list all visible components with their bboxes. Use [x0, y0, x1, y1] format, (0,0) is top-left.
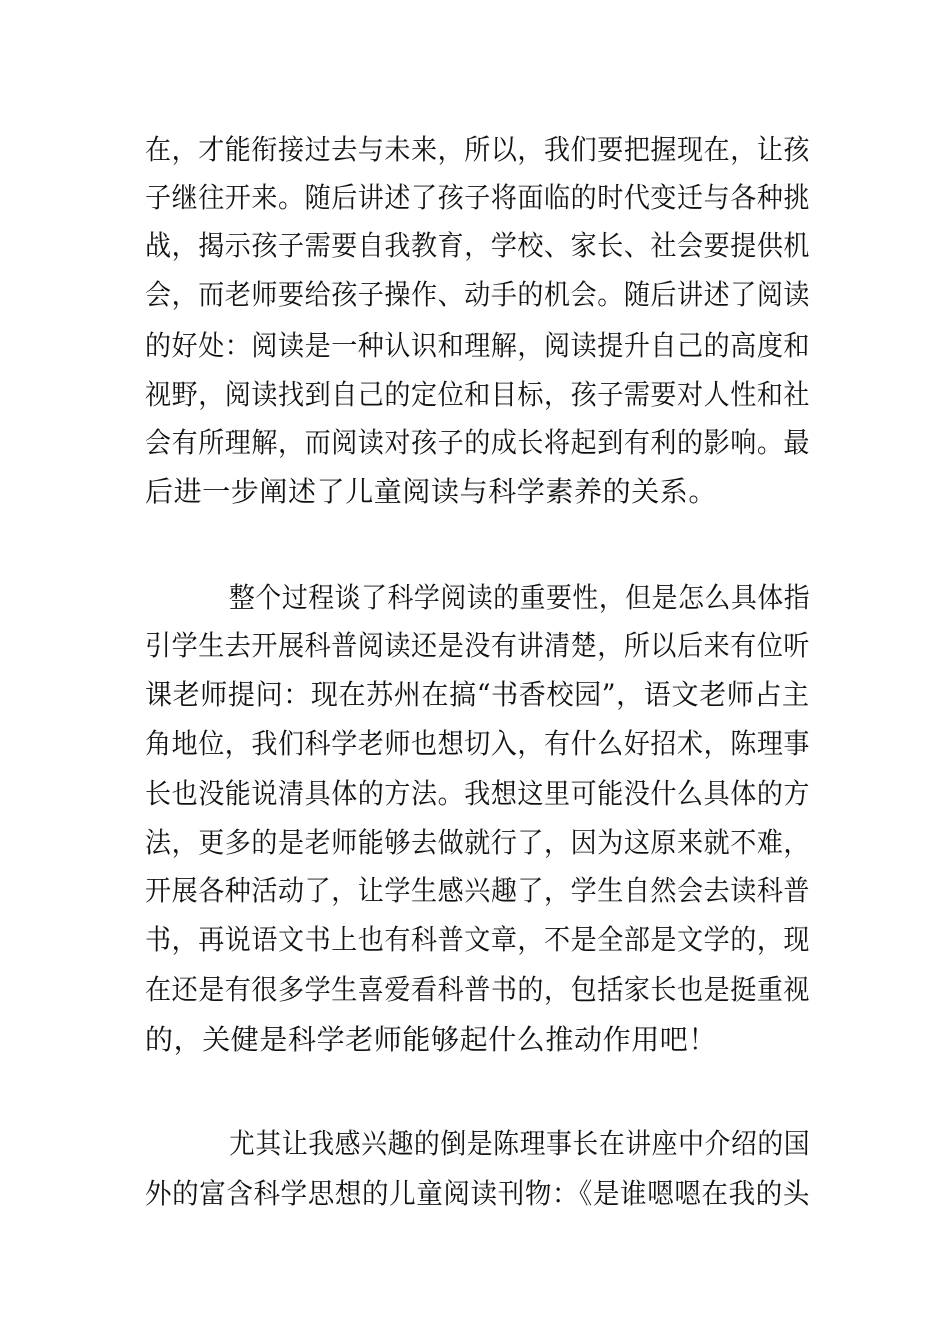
- text-line: 外的富含科学思想的儿童阅读刊物：《是谁嗯嗯在我的头: [145, 1177, 810, 1210]
- text-line: 战，揭示孩子需要自我教育，学校、家长、社会要提供机: [145, 229, 811, 262]
- text-line: 子继往开来。随后讲述了孩子将面临的时代变迁与各种挑: [145, 181, 811, 214]
- text-line: 的好处：阅读是一种认识和理解，阅读提升自己的高度和: [145, 329, 811, 362]
- text-line: 引学生去开展科普阅读还是没有讲清楚，所以后来有位听: [145, 629, 811, 662]
- text-line: 法，更多的是老师能够去做就行了，因为这原来就不难，: [145, 826, 811, 859]
- text-line: 会有所理解，而阅读对孩子的成长将起到有利的影响。最: [145, 426, 811, 459]
- text-line: 在还是有很多学生喜爱看科普书的，包括家长也是挺重视: [145, 973, 811, 1006]
- text-line: 尤其让我感兴趣的倒是陈理事长在讲座中介绍的国: [229, 1127, 811, 1160]
- text-line: 书，再说语文书上也有科普文章，不是全部是文学的，现: [145, 923, 811, 956]
- text-line: 角地位，我们科学老师也想切入，有什么好招术，陈理事: [145, 727, 811, 760]
- text-line: 课老师提问：现在苏州在搞“书香校园”，语文老师占主: [145, 678, 810, 711]
- text-line: 整个过程谈了科学阅读的重要性，但是怎么具体指: [229, 581, 811, 614]
- text-line: 后进一步阐述了儿童阅读与科学素养的关系。: [145, 475, 718, 508]
- text-line: 开展各种活动了，让学生感兴趣了，学生自然会去读科普: [145, 874, 811, 907]
- text-line: 长也没能说清具体的方法。我想这里可能没什么具体的方: [145, 777, 811, 810]
- text-line: 的，关健是科学老师能够起什么推动作用吧！: [145, 1023, 718, 1056]
- text-line: 视野，阅读找到自己的定位和目标，孩子需要对人性和社: [145, 378, 811, 411]
- text-line: 会，而老师要给孩子操作、动手的机会。随后讲述了阅读: [145, 278, 811, 311]
- text-line: 在，才能衔接过去与未来，所以，我们要把握现在，让孩: [145, 133, 811, 166]
